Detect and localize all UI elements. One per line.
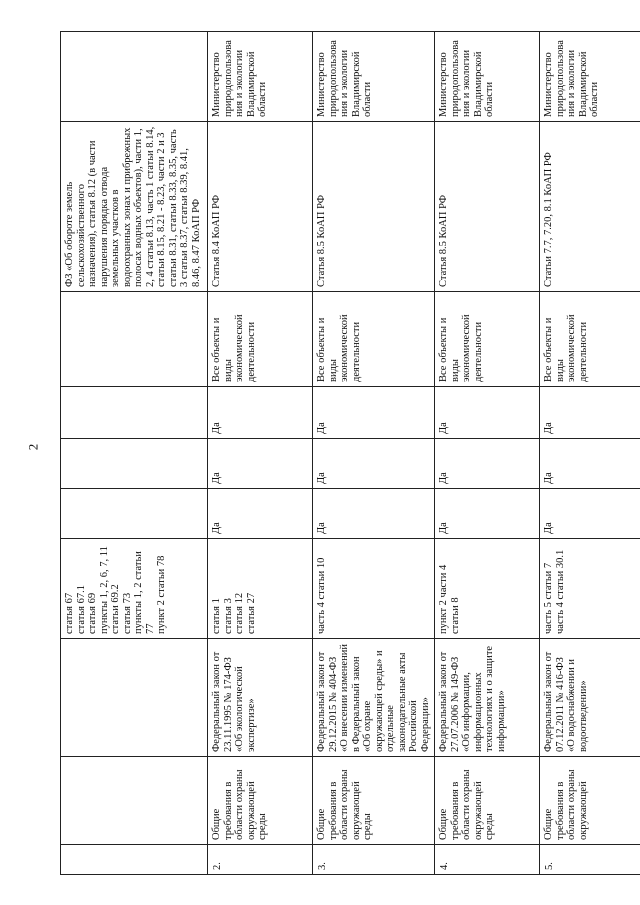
cell-authority: Министерство природопользования и экологии Владимирской области: [540, 32, 640, 122]
table-row: [435, 32, 540, 875]
requirements-table: [60, 31, 640, 875]
article-line: статья 12: [234, 592, 245, 634]
page-number: 2: [25, 443, 41, 451]
cell-articles: [313, 539, 435, 639]
cell-law: Федеральный закон от 07.12.2011 № 416-ФЗ «О водоснабжении и водоотведении»: [540, 639, 640, 757]
cell-num: [61, 845, 208, 875]
article-line: часть 4 статьи 10: [316, 557, 327, 634]
cell-offense: Статья 8.5 КоАП РФ: [313, 122, 435, 292]
article-line: статья 1: [211, 598, 222, 634]
cell-col-a: Да: [540, 489, 640, 539]
article-line: часть 5 статьи 7: [543, 562, 554, 634]
cell-num: 5.: [540, 845, 640, 875]
cell-col-b: Да: [540, 439, 640, 489]
cell-num: 4.: [435, 845, 540, 875]
cell-col-c: Да: [435, 387, 540, 439]
article-line: пункты 1, 2, 6, 7, 11 статьи 69.2: [98, 546, 121, 634]
article-line: статья 73: [121, 592, 133, 634]
cell-articles: [208, 539, 313, 639]
cell-col-c: Да: [208, 387, 313, 439]
cell-col-a: Да: [208, 489, 313, 539]
cell-objects: Все объекты и виды экономической деятельности: [435, 292, 540, 387]
cell-col-b: Да: [313, 439, 435, 489]
table-row: [208, 32, 313, 875]
cell-objects: Все объекты и виды экономической деятельности: [208, 292, 313, 387]
cell-authority: Министерство природопользования и экологии Владимирской области: [435, 32, 540, 122]
cell-law: Федеральный закон от 23.11.1995 № 174-ФЗ «Об экологической экспертизе»: [208, 639, 313, 757]
cell-authority: [61, 32, 208, 122]
cell-col-c: [61, 387, 208, 439]
table-row: [313, 32, 435, 875]
rotated-table-container: [60, 32, 604, 875]
cell-law: [61, 639, 208, 757]
cell-objects: Все объекты и виды экономической деятельности: [540, 292, 640, 387]
cell-col-a: [61, 489, 208, 539]
article-line: пункты 1, 2 статьи 77: [133, 551, 156, 634]
table-row-continued: [61, 32, 208, 875]
article-line: статья 67.1: [75, 585, 87, 634]
article-line: статья 67: [64, 592, 75, 634]
cell-col-c: Да: [540, 387, 640, 439]
article-line: пункт 2 части 4 статьи 8: [438, 564, 461, 634]
cell-law: Федеральный закон от 29.12.2015 № 404-ФЗ «О внесении изменений в Федеральный закон «Об охране окружающей среды» и отдельные законодательные акты Российской Федерации»: [313, 639, 435, 757]
cell-num: 3.: [313, 845, 435, 875]
cell-requirement: [61, 757, 208, 845]
cell-num: 2.: [208, 845, 313, 875]
article-line: пункт 2 статьи 78: [156, 555, 167, 634]
article-line: статья 27: [245, 592, 257, 634]
cell-requirement: Общие требования в области охраны окружающей: [540, 757, 640, 845]
cell-requirement: Общие требования в области охраны окружающей среды: [208, 757, 313, 845]
article-line: статья 69: [87, 592, 98, 634]
cell-col-a: Да: [435, 489, 540, 539]
cell-articles: [61, 539, 208, 639]
cell-law: Федеральный закон от 27.07.2006 № 149-ФЗ «Об информации, информационных технологиях и о защите информации»: [435, 639, 540, 757]
cell-objects: Все объекты и виды экономической деятельности: [313, 292, 435, 387]
cell-offense: Статья 8.4 КоАП РФ: [208, 122, 313, 292]
table-row: [540, 32, 640, 875]
cell-offense: Статья 8.5 КоАП РФ: [435, 122, 540, 292]
cell-col-b: Да: [435, 439, 540, 489]
cell-col-c: Да: [313, 387, 435, 439]
cell-col-b: Да: [208, 439, 313, 489]
cell-objects: [61, 292, 208, 387]
article-line: статья 3: [222, 598, 234, 634]
cell-requirement: Общие требования в области охраны окружающей среды: [313, 757, 435, 845]
article-line: часть 4 статьи 30.1: [554, 549, 566, 634]
cell-authority: Министерство природопользования и экологии Владимирской области: [208, 32, 313, 122]
cell-col-b: [61, 439, 208, 489]
cell-offense: ФЗ «Об обороте земель сельскохозяйственного назначения), статья 8.12 (в части нарушения порядка отвода земельных участков в водоохранных зонах и прибрежных полосах водных объектов), части 1, 2, 4 статьи 8.13, часть 1 статьи 8.14, статьи 8.15, 8.21 - 8.23, части 2 и 3 статьи 8.31, статьи 8.33, 8.35, часть 3 статьи 8.37, статьи 8.39, 8.41, 8.46, 8.47 КоАП РФ: [61, 122, 208, 292]
cell-authority: Министерство природопользования и экологии Владимирской области: [313, 32, 435, 122]
cell-offense: Статьи 7.7, 7.20, 8.1 КоАП РФ: [540, 122, 640, 292]
cell-articles: [540, 539, 640, 639]
cell-col-a: Да: [313, 489, 435, 539]
cell-articles: [435, 539, 540, 639]
cell-requirement: Общие требования в области охраны окружающей среды: [435, 757, 540, 845]
